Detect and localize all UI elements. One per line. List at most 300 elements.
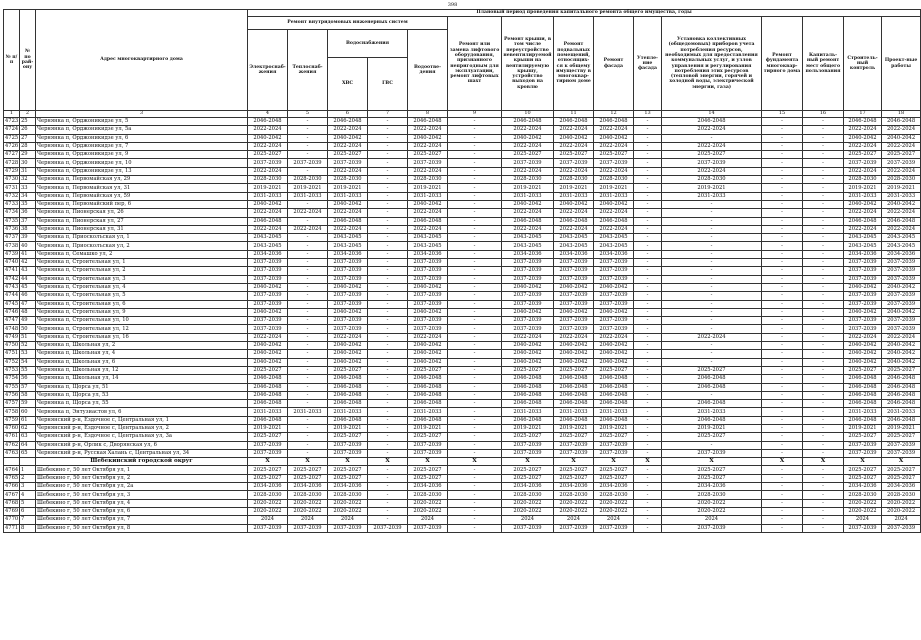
table-cell: - <box>368 491 408 499</box>
table-cell: - <box>448 483 502 491</box>
table-cell: 2046-2048 <box>594 391 634 399</box>
table-cell: 2037-2039 <box>328 441 368 449</box>
table-row <box>4 441 921 449</box>
table-cell: 2024 <box>328 516 368 524</box>
table-cell: 2031-2033 <box>662 408 762 416</box>
table-cell: - <box>634 383 662 391</box>
table-cell: 2040-2042 <box>844 134 882 142</box>
x-cell: X <box>328 458 368 466</box>
table-cell: 2037-2039 <box>882 325 921 333</box>
table-cell: - <box>368 342 408 350</box>
table-cell: 2019-2021 <box>882 184 921 192</box>
table-cell: - <box>634 483 662 491</box>
table-row <box>4 308 921 316</box>
table-row <box>4 400 921 408</box>
table-cell: 4729 <box>5 167 19 174</box>
table-cell: 2040-2042 <box>328 200 368 208</box>
table-cell: 2037-2039 <box>248 259 288 267</box>
table-cell: 2020-2022 <box>844 507 882 515</box>
table-cell: - <box>448 433 502 441</box>
table-cell: 4762 <box>5 441 19 448</box>
table-cell: 2022-2024 <box>248 333 288 341</box>
table-cell: 2020-2022 <box>502 507 554 515</box>
table-cell: 2028-2030 <box>502 491 554 499</box>
col-num-header: № п/п <box>4 10 20 111</box>
table-cell: 2031-2033 <box>328 192 368 200</box>
table-cell: 2040-2042 <box>882 308 921 316</box>
table-cell: - <box>803 217 844 225</box>
table-row <box>4 242 921 250</box>
table-cell: 2037-2039 <box>844 325 882 333</box>
table-cell: 2037-2039 <box>502 524 554 532</box>
table-cell: 2040-2042 <box>844 283 882 291</box>
table-cell: - <box>662 391 762 399</box>
table-cell: 8 <box>20 524 36 532</box>
table-cell: - <box>368 200 408 208</box>
table-cell: 2037-2039 <box>844 449 882 457</box>
table-row <box>4 333 921 341</box>
table-cell: 2040-2042 <box>882 134 921 142</box>
table-cell: 2046-2048 <box>328 217 368 225</box>
table-cell: 2037-2039 <box>554 159 594 167</box>
table-cell: 2022-2024 <box>408 126 448 134</box>
table-cell: 2024 <box>594 516 634 524</box>
table-cell: Чернянка п, Орджоникидзе ул, 6 <box>36 134 248 142</box>
table-cell: 4724 <box>5 126 19 133</box>
col-meters-header: Установка коллективных (общедомовых) приборов учета потребления ресурсов, необходимых для предоставления коммунальных услуг, и узлов управления и регулирования потребления этих ресурсов (тепловой энергии, горячей и холодной воды, электрической энергии, газа) <box>662 17 762 111</box>
table-row <box>4 416 921 424</box>
table-cell: 2046-2048 <box>882 375 921 383</box>
table-cell: 4761 <box>5 433 19 440</box>
table-cell: 2046-2048 <box>882 416 921 424</box>
table-cell: - <box>634 275 662 283</box>
table-cell: 42 <box>20 259 36 267</box>
table-cell: 2037-2039 <box>594 441 634 449</box>
table-cell: 2037-2039 <box>594 267 634 275</box>
table-cell: 2019-2021 <box>502 424 554 432</box>
table-cell: 2031-2033 <box>328 408 368 416</box>
table-cell: - <box>634 242 662 250</box>
column-number: 8 <box>408 111 448 118</box>
table-cell: 2046-2048 <box>248 383 288 391</box>
table-cell: 2046-2048 <box>248 217 288 225</box>
table-cell: - <box>803 342 844 350</box>
table-cell: 5 <box>20 499 36 507</box>
table-cell: 2022-2024 <box>844 167 882 175</box>
table-cell: 2022-2024 <box>328 209 368 217</box>
table-cell: 2022-2024 <box>328 225 368 233</box>
table-cell: 4743 <box>5 284 19 291</box>
table-cell: - <box>803 167 844 175</box>
table-cell: - <box>634 308 662 316</box>
table-cell: 2031-2033 <box>844 408 882 416</box>
table-cell: - <box>803 292 844 300</box>
table-row <box>4 283 921 291</box>
table-cell: - <box>662 267 762 275</box>
table-cell: - <box>762 126 803 134</box>
table-cell: 2031-2033 <box>594 408 634 416</box>
table-cell: 2022-2024 <box>844 225 882 233</box>
table-cell: 2 <box>20 474 36 482</box>
table-cell: 2037-2039 <box>408 300 448 308</box>
table-cell: Чернянка п, Приосколъская ул, 1 <box>36 234 248 242</box>
table-cell: 2040-2042 <box>502 134 554 142</box>
table-cell: - <box>448 325 502 333</box>
table-cell: - <box>803 507 844 515</box>
table-cell: - <box>634 516 662 524</box>
col-insulation-header: Утепле-ние фасада <box>634 17 662 111</box>
x-cell: X <box>502 458 554 466</box>
table-cell: 2046-2048 <box>882 118 921 126</box>
table-cell: - <box>803 184 844 192</box>
table-cell: 2019-2021 <box>554 424 594 432</box>
table-cell: - <box>288 391 328 399</box>
table-row <box>4 151 921 159</box>
table-cell: 2046-2048 <box>408 400 448 408</box>
table-cell: 2046-2048 <box>408 383 448 391</box>
table-cell: 2024 <box>662 516 762 524</box>
table-cell: - <box>803 151 844 159</box>
col-elevator-header: Ремонт или замена лифтового оборудования, признанного непригодным для эксплуатации, ремонт лифтовых шахт <box>448 17 502 111</box>
table-cell: 39 <box>20 234 36 242</box>
table-cell: 2040-2042 <box>594 342 634 350</box>
table-cell: - <box>368 474 408 482</box>
table-cell: - <box>762 200 803 208</box>
table-cell: - <box>762 217 803 225</box>
table-cell: - <box>288 375 328 383</box>
table-cell: 4740 <box>5 259 19 266</box>
table-cell: - <box>448 283 502 291</box>
table-cell: 2020-2022 <box>328 507 368 515</box>
table-cell: 2037-2039 <box>594 524 634 532</box>
table-cell: 2025-2027 <box>408 466 448 474</box>
table-cell: - <box>288 283 328 291</box>
table-cell: 48 <box>20 308 36 316</box>
table-cell: - <box>448 499 502 507</box>
table-cell: - <box>803 200 844 208</box>
table-cell: - <box>448 151 502 159</box>
table-cell: 2046-2048 <box>844 375 882 383</box>
table-cell: - <box>448 292 502 300</box>
table-cell: 4771 <box>5 524 19 531</box>
table-cell: 2043-2045 <box>408 242 448 250</box>
table-cell: 2037-2039 <box>844 524 882 532</box>
table-cell: - <box>803 259 844 267</box>
table-cell: - <box>368 151 408 159</box>
table-cell: - <box>803 449 844 457</box>
table-cell: 2022-2024 <box>882 167 921 175</box>
table-cell: 2020-2022 <box>288 499 328 507</box>
x-cell: X <box>448 458 502 466</box>
table-cell: 2040-2042 <box>502 358 554 366</box>
table-cell: - <box>803 516 844 524</box>
table-cell: Чернянка п, Щорса ул, 51 <box>36 383 248 391</box>
table-cell: 2022-2024 <box>408 142 448 150</box>
table-cell: 2046-2048 <box>328 391 368 399</box>
table-cell: - <box>762 441 803 449</box>
table-cell: - <box>803 333 844 341</box>
table-cell: 2025-2027 <box>328 466 368 474</box>
table-row <box>4 300 921 308</box>
table-cell: 2034-2036 <box>502 483 554 491</box>
table-cell: - <box>288 259 328 267</box>
table-cell: 47 <box>20 300 36 308</box>
table-cell: - <box>448 209 502 217</box>
table-cell: 2020-2022 <box>594 507 634 515</box>
x-cell: X <box>882 458 921 466</box>
table-cell: 2046-2048 <box>408 217 448 225</box>
table-cell: 2022-2024 <box>882 333 921 341</box>
table-cell: Чернянка п, Первомайская ул, 29 <box>36 176 248 184</box>
table-cell: - <box>634 176 662 184</box>
page-number: 398 <box>447 2 458 8</box>
table-cell: 2024 <box>288 516 328 524</box>
table-cell: 2037-2039 <box>554 325 594 333</box>
table-cell: 54 <box>20 358 36 366</box>
table-cell: - <box>448 342 502 350</box>
table-cell: 4752 <box>5 358 19 365</box>
table-cell: - <box>634 217 662 225</box>
table-cell: 2025-2027 <box>662 151 762 159</box>
table-cell: - <box>762 118 803 126</box>
table-cell: 4750 <box>5 342 19 349</box>
table-cell: 2028-2030 <box>594 176 634 184</box>
table-cell: 2037-2039 <box>554 275 594 283</box>
table-cell: 2034-2036 <box>408 250 448 258</box>
column-number: 3 <box>36 111 248 118</box>
table-cell: - <box>762 433 803 441</box>
table-cell: 2037-2039 <box>328 317 368 325</box>
table-cell: 2037-2039 <box>844 259 882 267</box>
table-cell: - <box>762 151 803 159</box>
table-cell: 2046-2048 <box>882 391 921 399</box>
table-cell: 4742 <box>5 275 19 282</box>
table-cell: 2037-2039 <box>328 292 368 300</box>
table-cell: 4755 <box>5 383 19 390</box>
table-cell: - <box>662 275 762 283</box>
table-cell: - <box>762 375 803 383</box>
table-row <box>4 507 921 515</box>
table-cell: 2037-2039 <box>554 524 594 532</box>
table-cell: 2034-2036 <box>662 483 762 491</box>
table-cell: 2037-2039 <box>288 159 328 167</box>
table-cell: - <box>662 342 762 350</box>
table-cell: - <box>368 259 408 267</box>
table-cell: 2025-2027 <box>844 466 882 474</box>
table-row <box>4 350 921 358</box>
table-cell: 2037-2039 <box>502 275 554 283</box>
table-cell: 2028-2030 <box>288 176 328 184</box>
table-cell: - <box>448 217 502 225</box>
table-row <box>4 499 921 507</box>
table-cell: 4760 <box>5 425 19 432</box>
table-cell: 2040-2042 <box>248 283 288 291</box>
table-cell: 2046-2048 <box>844 383 882 391</box>
table-cell: - <box>662 242 762 250</box>
table-cell: - <box>288 267 328 275</box>
table-cell: 2028-2030 <box>554 491 594 499</box>
table-cell: 2040-2042 <box>408 200 448 208</box>
table-cell: - <box>803 391 844 399</box>
table-cell: 4766 <box>5 483 19 490</box>
table-cell: - <box>448 491 502 499</box>
table-cell: 2040-2042 <box>248 358 288 366</box>
table-cell: 2037-2039 <box>594 449 634 457</box>
table-cell: 2020-2022 <box>288 507 328 515</box>
table-cell: 4763 <box>5 450 19 457</box>
table-cell: 2037-2039 <box>408 524 448 532</box>
col-control-header: Строитель-ный контроль <box>844 17 882 111</box>
table-cell: - <box>662 300 762 308</box>
table-cell: 2025-2027 <box>328 366 368 374</box>
table-cell: 2037-2039 <box>844 300 882 308</box>
table-cell: - <box>368 267 408 275</box>
table-cell: 52 <box>20 342 36 350</box>
table-cell: Чернянка п, Строительная ул, 9 <box>36 308 248 316</box>
table-cell: - <box>288 126 328 134</box>
table-cell: Чернянка п, Школьная ул, 2 <box>36 342 248 350</box>
table-cell: - <box>803 474 844 482</box>
table-cell: 2046-2048 <box>248 416 288 424</box>
col-district-num-header: № по рай-ону <box>20 10 36 111</box>
table-cell: - <box>762 192 803 200</box>
table-cell: 2037-2039 <box>882 259 921 267</box>
table-cell: - <box>634 424 662 432</box>
table-cell: 2020-2022 <box>844 499 882 507</box>
table-cell: - <box>803 275 844 283</box>
table-cell: Чернянский р-н, Ездочное с, Центральная ул, 3а <box>36 433 248 441</box>
table-row <box>4 200 921 208</box>
table-cell: - <box>803 209 844 217</box>
table-cell: 2040-2042 <box>594 358 634 366</box>
table-cell: 2020-2022 <box>502 499 554 507</box>
table-row <box>4 118 921 126</box>
table-cell: - <box>634 317 662 325</box>
table-cell: 2037-2039 <box>408 325 448 333</box>
table-cell: - <box>662 200 762 208</box>
planned-period-header: Плановый период проведения капитального ремонта общего имущества, годы <box>248 10 921 17</box>
table-cell: - <box>288 325 328 333</box>
table-cell: 2037-2039 <box>594 292 634 300</box>
table-cell: - <box>448 333 502 341</box>
table-cell: 2024 <box>408 516 448 524</box>
table-cell: - <box>288 151 328 159</box>
table-cell: 2019-2021 <box>844 184 882 192</box>
column-number: 4 <box>248 111 288 118</box>
table-cell: Чернянка п, Школьная ул, 14 <box>36 375 248 383</box>
table-cell: - <box>662 441 762 449</box>
table-cell: - <box>634 142 662 150</box>
col-cold-water-header: ХВС <box>328 58 368 111</box>
table-cell: - <box>368 250 408 258</box>
table-cell: 2028-2030 <box>882 176 921 184</box>
column-number: 15 <box>762 111 803 118</box>
table-cell: - <box>368 167 408 175</box>
table-cell: 2025-2027 <box>248 366 288 374</box>
table-cell: - <box>288 317 328 325</box>
col-address-header: Адрес многоквартирного дома <box>36 10 248 111</box>
table-cell: 2046-2048 <box>554 383 594 391</box>
x-cell: X <box>662 458 762 466</box>
table-cell: - <box>762 483 803 491</box>
table-cell: - <box>803 350 844 358</box>
table-cell: - <box>803 250 844 258</box>
table-cell: - <box>288 217 328 225</box>
table-cell: 2037-2039 <box>844 159 882 167</box>
table-cell: 2019-2021 <box>408 184 448 192</box>
table-cell: 4736 <box>5 226 19 232</box>
table-cell: 2037-2039 <box>248 159 288 167</box>
table-cell: - <box>634 267 662 275</box>
table-cell: 4732 <box>5 192 19 199</box>
table-cell: - <box>448 176 502 184</box>
table-cell: - <box>368 176 408 184</box>
table-cell: 29 <box>20 151 36 159</box>
table-cell: 2019-2021 <box>594 184 634 192</box>
table-cell: - <box>448 449 502 457</box>
table-cell: 2040-2042 <box>844 358 882 366</box>
table-cell: 2037-2039 <box>368 524 408 532</box>
table-cell: - <box>448 408 502 416</box>
table-cell: 28 <box>20 142 36 150</box>
table-body <box>4 118 921 533</box>
table-cell: 2022-2024 <box>248 209 288 217</box>
table-cell: - <box>762 333 803 341</box>
table-cell: - <box>288 350 328 358</box>
table-cell: - <box>448 126 502 134</box>
table-cell: 2025-2027 <box>248 433 288 441</box>
col-heat-header: Теплоснаб-жения <box>288 30 328 111</box>
table-cell: 2024 <box>554 516 594 524</box>
table-cell: 4739 <box>5 250 19 257</box>
table-cell: 2031-2033 <box>288 408 328 416</box>
table-cell: 6 <box>20 507 36 515</box>
table-cell: 2046-2048 <box>502 217 554 225</box>
table-cell: 4744 <box>5 292 19 299</box>
table-cell: 2034-2036 <box>882 250 921 258</box>
table-cell: - <box>448 308 502 316</box>
table-cell: 2037-2039 <box>844 275 882 283</box>
table-cell: 27 <box>20 134 36 142</box>
table-cell: Чернянка п, Строительная ул, 6 <box>36 300 248 308</box>
table-cell: 2025-2027 <box>248 151 288 159</box>
table-cell: 4758 <box>5 408 19 415</box>
table-cell: - <box>448 424 502 432</box>
table-cell: 2020-2022 <box>328 499 368 507</box>
table-cell: - <box>803 358 844 366</box>
table-row <box>4 217 921 225</box>
x-cell: X <box>368 458 408 466</box>
table-cell: 2037-2039 <box>502 317 554 325</box>
table-row <box>4 267 921 275</box>
table-cell: - <box>634 325 662 333</box>
table-cell: 2046-2048 <box>248 400 288 408</box>
table-row <box>4 209 921 217</box>
table-cell: Чернянский р-н, Русская Халань с, Центральная ул, 34 <box>36 449 248 457</box>
table-cell: 2046-2048 <box>502 416 554 424</box>
column-number: 7 <box>368 111 408 118</box>
table-cell: - <box>368 433 408 441</box>
table-cell: 4751 <box>5 350 19 357</box>
table-cell: Шебекино г, 50 лет Октября ул, 1 <box>36 466 248 474</box>
table-cell: - <box>762 491 803 499</box>
table-cell: 2022-2024 <box>662 167 762 175</box>
table-cell: - <box>368 416 408 424</box>
table-cell: Чернянка п, Орджоникидзе ул, 5а <box>36 126 248 134</box>
table-cell: 2025-2027 <box>248 466 288 474</box>
table-cell: 2025-2027 <box>248 474 288 482</box>
table-cell: 2028-2030 <box>844 491 882 499</box>
